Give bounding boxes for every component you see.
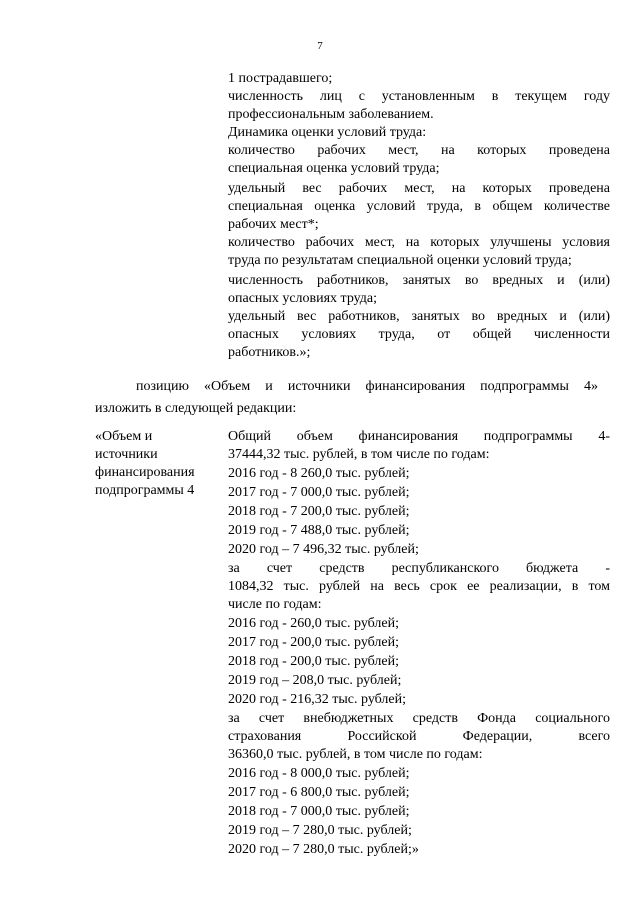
- page-number: 7: [317, 40, 323, 52]
- table-line: 2017 год - 7 000,0 тыс. рублей;: [228, 485, 410, 500]
- text-line: количество рабочих мест, на которых улучшены условия: [228, 235, 610, 250]
- table-line: 2018 год - 200,0 тыс. рублей;: [228, 654, 400, 669]
- table-line: 2020 год – 7 280,0 тыс. рублей;»: [228, 842, 419, 857]
- table-line: 2017 год - 6 800,0 тыс. рублей;: [228, 785, 410, 800]
- text-line: профессиональным заболеванием.: [228, 107, 434, 122]
- text-line: работников.»;: [228, 345, 311, 360]
- table-line: Общий объем финансирования подпрограммы 4-: [228, 429, 610, 444]
- table-line: 2016 год - 8 260,0 тыс. рублей;: [228, 466, 410, 481]
- table-label-line: подпрограммы 4: [95, 483, 195, 498]
- table-line: 2017 год - 200,0 тыс. рублей;: [228, 635, 400, 650]
- table-line: 2020 год - 216,32 тыс. рублей;: [228, 692, 407, 707]
- table-line: 2019 год – 208,0 тыс. рублей;: [228, 673, 402, 688]
- instruction-line-2: изложить в следующей редакции:: [95, 401, 297, 416]
- table-line: 2018 год - 7 000,0 тыс. рублей;: [228, 804, 410, 819]
- table-line: 2016 год - 260,0 тыс. рублей;: [228, 616, 400, 631]
- text-line: специальная оценка условий труда, в общем количестве: [228, 199, 610, 214]
- table-line: 2018 год - 7 200,0 тыс. рублей;: [228, 504, 410, 519]
- text-line: 1 пострадавшего;: [228, 71, 333, 86]
- text-line: опасных условиях труда, от общей численности: [228, 327, 610, 342]
- table-label-line: источники: [95, 447, 158, 462]
- text-line: количество рабочих мест, на которых проведена: [228, 143, 610, 158]
- table-label-line: финансирования: [95, 465, 195, 480]
- table-label-line: «Объем и: [95, 429, 153, 444]
- table-line: числе по годам:: [228, 597, 322, 612]
- text-line: специальная оценка условий труда;: [228, 161, 440, 176]
- text-line: численность работников, занятых во вредных и (или): [228, 273, 610, 288]
- table-line: 2019 год - 7 488,0 тыс. рублей;: [228, 523, 410, 538]
- text-line: удельный вес рабочих мест, на которых проведена: [228, 181, 610, 196]
- text-line: труда по результатам специальной оценки условий труда;: [228, 253, 572, 268]
- text-line: численность лиц с установленным в текущем году: [228, 89, 610, 104]
- text-line: удельный вес работников, занятых во вредных и (или): [228, 309, 610, 324]
- table-line: 1084,32 тыс. рублей на весь срок ее реализации, в том: [228, 579, 610, 594]
- table-line: 2020 год – 7 496,32 тыс. рублей;: [228, 542, 419, 557]
- table-line: 2016 год - 8 000,0 тыс. рублей;: [228, 766, 410, 781]
- text-line: Динамика оценки условий труда:: [228, 125, 427, 140]
- instruction-line-1: позицию «Объем и источники финансирования подпрограммы 4»: [136, 379, 598, 394]
- table-line: страхования Российской Федерации, всего: [228, 729, 610, 744]
- table-line: 37444,32 тыс. рублей, в том числе по годам:: [228, 447, 490, 462]
- table-line: 2019 год – 7 280,0 тыс. рублей;: [228, 823, 412, 838]
- table-line: за счет средств республиканского бюджета -: [228, 561, 610, 576]
- table-line: за счет внебюджетных средств Фонда социального: [228, 711, 610, 726]
- table-line: 36360,0 тыс. рублей, в том числе по годам:: [228, 747, 483, 762]
- text-line: рабочих мест*;: [228, 217, 319, 232]
- text-line: опасных условиях труда;: [228, 291, 378, 306]
